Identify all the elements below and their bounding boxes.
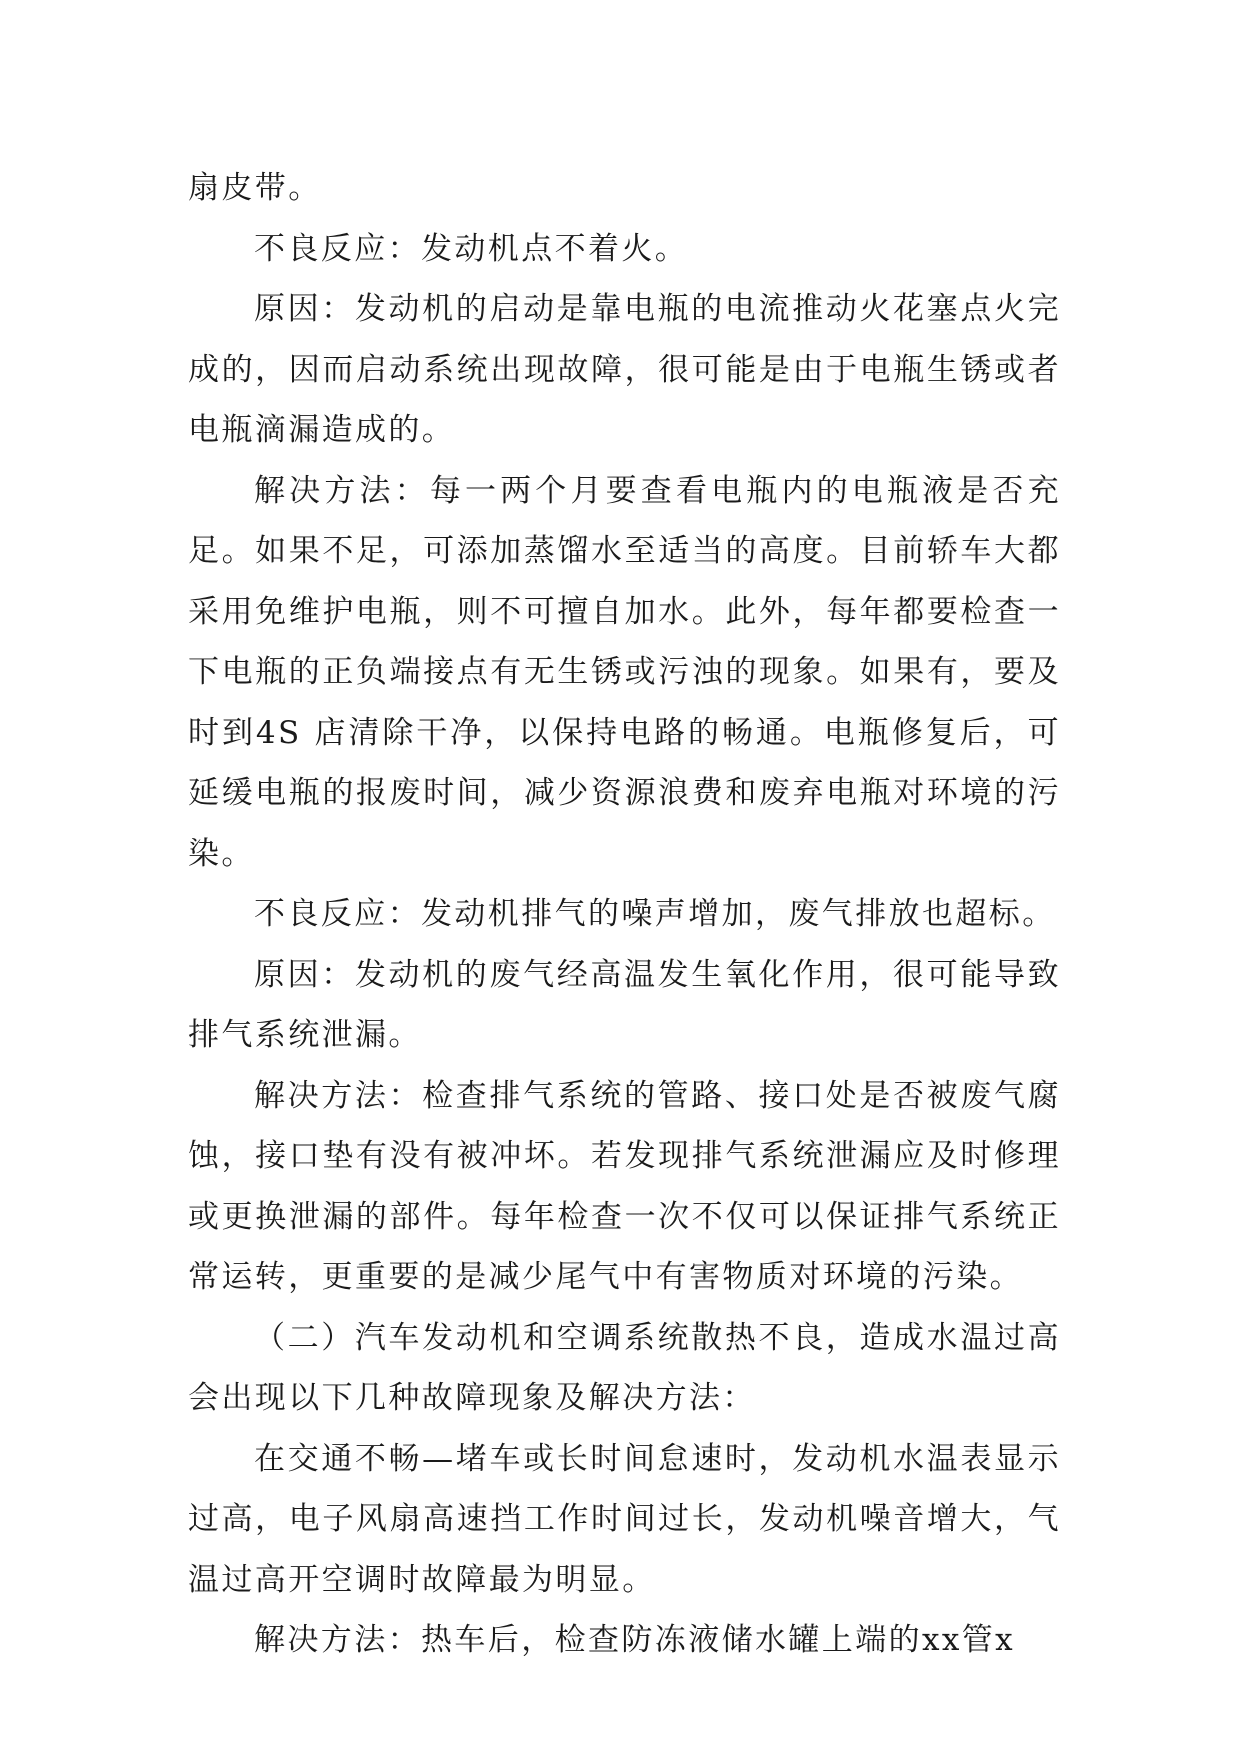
- paragraph-solution-overheat: 解决方法：热车后，检查防冻液储水罐上端的xx管x: [254, 1622, 1016, 1658]
- paragraph-cause-battery: 原因：发动机的启动是靠电瓶的电流推动火花塞点火完成的，因而启动系统出现故障，很可能是由于电瓶生锈或者电瓶滴漏造成的。: [188, 291, 1061, 448]
- paragraph-solution-battery: 解决方法：每一两个月要查看电瓶内的电瓶液是否充足。如果不足，可添加蒸馏水至适当的高度。目前轿车大都采用免维护电瓶，则不可擅自加水。此外，每年都要检查一下电瓶的正负端接点有无生锈或污浊的现象。如果有，要及时到4S 店清除干净，以保持电路的畅通。电瓶修复后，可延缓电瓶的报废时间，减少资源浪费和废弃电瓶对环境的污染。: [188, 472, 1061, 872]
- paragraph-symptom-exhaust: 不良反应：发动机排气的噪声增加，废气排放也超标。: [254, 896, 1056, 932]
- paragraph-cause-exhaust: 原因：发动机的废气经高温发生氧化作用，很可能导致排气系统泄漏。: [188, 956, 1061, 1053]
- paragraph-continuation: 扇皮带。: [188, 170, 322, 206]
- paragraph-symptom-overheat: 在交通不畅—堵车或长时间怠速时，发动机水温表显示过高，电子风扇高速挡工作时间过长，发动机噪音增大，气温过高开空调时故障最为明显。: [188, 1440, 1061, 1598]
- section-heading-cooling: （二）汽车发动机和空调系统散热不良，造成水温过高会出现以下几种故障现象及解决方法：: [188, 1319, 1061, 1416]
- paragraph-solution-exhaust: 解决方法：检查排气系统的管路、接口处是否被废气腐蚀，接口垫有没有被冲坏。若发现排气系统泄漏应及时修理或更换泄漏的部件。每年检查一次不仅可以保证排气系统正常运转，更重要的是减少尾气中有害物质对环境的污染。: [188, 1077, 1061, 1295]
- paragraph-symptom-no-ignition: 不良反应：发动机点不着火。: [254, 230, 689, 267]
